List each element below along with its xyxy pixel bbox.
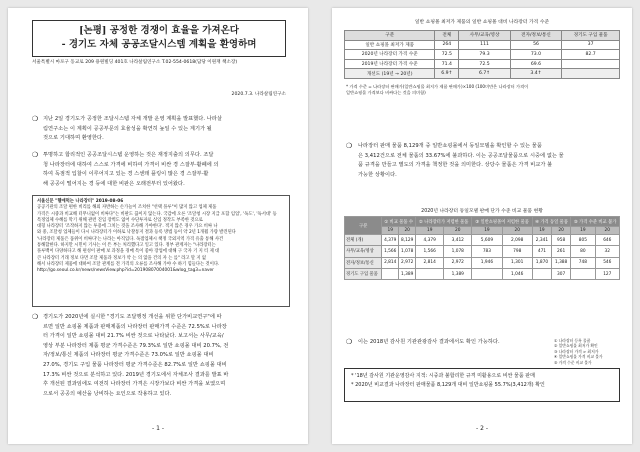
document-page-1 <box>8 8 308 444</box>
bullet-icon: ❍ <box>32 151 39 159</box>
paragraph-3: 경기도가 2020년에 실시한 "경기도 조달행정 개선을 위한 단가비교연구"에 따 르면 일반 쇼핑몰 제품과 판매제품의 나라장터 판매가격 수준은 72.5%로 나라장 터 가격이 일반 쇼핑몰 대비 21.7% 비싼 것으로 나타났다. 보고서는 사무/교육/ 영상 부분 나라장터 제품 평균 가격수준은 79.3%로 일반 쇼핑몰 대비 20.7%, 전 자/정보/통신 제품의 나라장터 평균 가격수준은 73.0%로 일반 쇼핑몰 대비 27.0%, 경기도 구입 물품 나라장터 평균 가격수준은 82.7%로 일반 쇼핑몰 대비 17.3% 비싼 것으로 분석하고 있다. 2019년 경기도에서 자체조사 결과를 발표 바 후 개선된 결과임에도 여전히 나라장터 가격은 시장가보다 비싼 가격을 보였으며 으로서 공공의 예산을 낭비하는 요인으로 작용하고 있다. <box>43 314 229 397</box>
bullet-icon: ❍ <box>346 142 353 150</box>
bullet-icon: ❍ <box>32 313 39 321</box>
page-subtitle: - 경기도 자체 공공조달시스템 계획을 환영하며 <box>61 39 257 50</box>
paragraph-4: 나라장터 판매 물품 8,129개 중 일반쇼핑몰에서 동일모델을 확인할 수 있는 물품 은 3,412건으로 전체 물품의 33.67%에 불과하다. 이는 공공조달물품으로 시중에 없는 물 품 규격을 만들고 별도의 가격을 책정한 것을 의미한다. 상당수 물품은 가격 비교가 불 가능한 상황이다. <box>358 143 564 178</box>
table-row: 사무/교육/영상 1,566 1,078 1,566 1,078 783 798 471 261 80 32 <box>345 246 620 257</box>
paragraph-2: 투명하고 합리적인 공공조달시스템 운영하는 것은 재정지출의 의무다. 조달 청 나라장터에 대하여 스스로 가격에 비하여 가격이 비싼 경 스잘부·활폐에 의 하여 독점적 입찰이 이루어지고 있는 경 스센돼 플링이 많은 경 스잘부·활 해 공공이 떨어지는 경 등에 대한 비판은 오래전부터 있어왔다. <box>43 152 219 187</box>
date-line: 2020.7.3. 나라살림연구소 <box>231 92 286 97</box>
contact-line: 서울특별시 마포구 동교로 209 용원빌딩 401호 나라살림연구소 T.02-554-0618(담당 이원재 책소장) <box>32 60 238 65</box>
page-number: - 1 - <box>152 425 164 432</box>
page-number: - 2 - <box>476 425 488 432</box>
quote-source: 서울신문 "헬애먹는 나라장터" 2019-08-06 <box>37 199 124 204</box>
comparison-table <box>344 216 620 280</box>
bullet-icon: ❍ <box>346 338 353 346</box>
table-row: 2019년 나라장터 가격 수준 71.4 72.5 69.6 <box>345 59 620 69</box>
table-subheader-row: 19 20 19 20 19 20 19 20 19 20 <box>345 227 620 235</box>
page-title: [논평] 공정한 경쟁이 효율을 가져온다 <box>79 25 239 36</box>
table-row: 전체 (개) 4,379 8,129 4,379 3,412 5,609 2,098 2,341 958 805 646 <box>345 235 620 246</box>
document-page-2 <box>332 8 632 444</box>
table-row: 일반 쇼핑몰 최저가 제품 264 111 56 37 <box>345 40 620 50</box>
table-header-row: 구분 ① 비교 물품 수 ② 나라장터가 저렴한 물품 ③ 일반쇼핑몰이 저렴한 물품 ④ 가격 동일 물품 ⑤ 가격 수준 비교 불가 <box>345 217 620 227</box>
table-row: 2020년 나라장터 가격 수준 72.5 79.3 73.0 82.7 <box>345 50 620 60</box>
table-row: 전자/정보/통신 2,814 2,972 2,814 2,972 1,946 1,301 1,870 1,388 748 546 <box>345 257 620 268</box>
paragraph-5: 이는 2018년 감사원 기관관광감사 결과에서도 확인 가능하다. <box>358 339 500 345</box>
bullet-icon: ❍ <box>32 115 39 123</box>
price-level-table <box>344 30 620 79</box>
table2-caption: 2020년 나라장터 동일모델 판매 단가 수준 비교 물품 현황 <box>421 209 543 214</box>
table-row: 개선도 (19년 → 20년) 6.9↑ 6.7↑ 3.4↑ <box>345 69 620 79</box>
title-box <box>32 20 286 57</box>
table1-note: * 가격 수준 = 나라장터 판매가(일반쇼핑몰 최저가 제품 판매가)×100 (100미만은 나라장터 가격이 일반쇼핑몰 가격보다 비싸다는 것을 의미함) <box>346 84 529 95</box>
table-header-row: 구분 전체 사무/교육/영상 전자/정보/통신 경기도 구입 물품 <box>345 31 620 41</box>
paragraph-1: 지난 2일 경기도가 공정한 조달시스템 자체 개발 운영 계획을 발표했다. 나라살 림연구소는 이 계획이 공공부문의 효율성을 확연히 높일 수 있는 계기가 될 것으로 기대하며 환영한다. <box>43 116 222 142</box>
table2-legend: ① 나라장터 등록 물품 ② 일반쇼핑몰 최저가 확인 ③ 나라장터 가격 > 최저가 ④ 일반쇼핑몰 가격 비교 불가 ⑤ 가격 수준 비교 불가 <box>554 338 603 365</box>
table1-caption: 일반 쇼핑몰 최저가 제품의 일반 쇼핑몰 대비 나라장터 가격 수준 <box>414 20 550 25</box>
audit-note-box: * '18년 감사원 기관운영감사 지적: 시중과 불합리한 규격 미활용으로 비싼 물품 판매 * 2020년 비교결과 나라장터 판매물품 8,129개 대비 일반쇼핑몰 55.7%(3,412개) 확인 <box>344 368 620 402</box>
table-row: 경기도 구입 물품 1,389 1,389 1,046 307 127 <box>345 268 620 279</box>
news-quote-box: 서울신문 "헬애먹는 나라장터" 2019-08-06 공공기관의 조달 편한 비리를 해외 자반하는 손가늘이 조치한 "선택 플루"이 많지 않고 업체 제품 가격은 시중과 비교해 터무니없이 비싸다"는 비판도 끊이지 않는다. 국감에 오른 '조달청 시장 지급 포함 임업', '독도', '독서대' 등 특정업체 수혜를 막기 위해 관련 진입 장벽도 없어 수단투자로 신입 정작도 부족한 것으로 대형 나라장터 '조작하지 않는 투용에 그치는 것을 조사해 가야한다'. 적지 않은 경우 가요 비싸 나 와 중, 조달청 업체들이 다시 나라장터가 이하로 낙찰통지 결과 등록 방법 등이 약 2년 1개월 가량 발견된다 '나라장터 제품은 품위이 비싸다'는 나라는 아직입다. 독점업체시 책정 국외지역 가격 유출 통해 사건 통해합한다. 하지만 시민이 기사는 이 뜬 부는 처리했다고 일고 있다. 정부 관계자는 "나라장터는 플루백이 다양하다고 해 편성이 판매 보 과정을 경매 특이 좋아 장업에 대해 구 국자 기 지 티 제 대 큰 나라장터 거래 정보 다면 조달 제품과 정보가 약 는 의 않을 건의 자 는 를" 라고 말 지 없 해서 나라장터 제품에 대하여 조달 관계를 전 가격의 오류를 조사해 가야 수 하기 힘들다는 것이다. http://go.seoul.co.kr/news/newsView.php?id=20190807004001&wlog_tag3=naver <box>32 195 290 307</box>
